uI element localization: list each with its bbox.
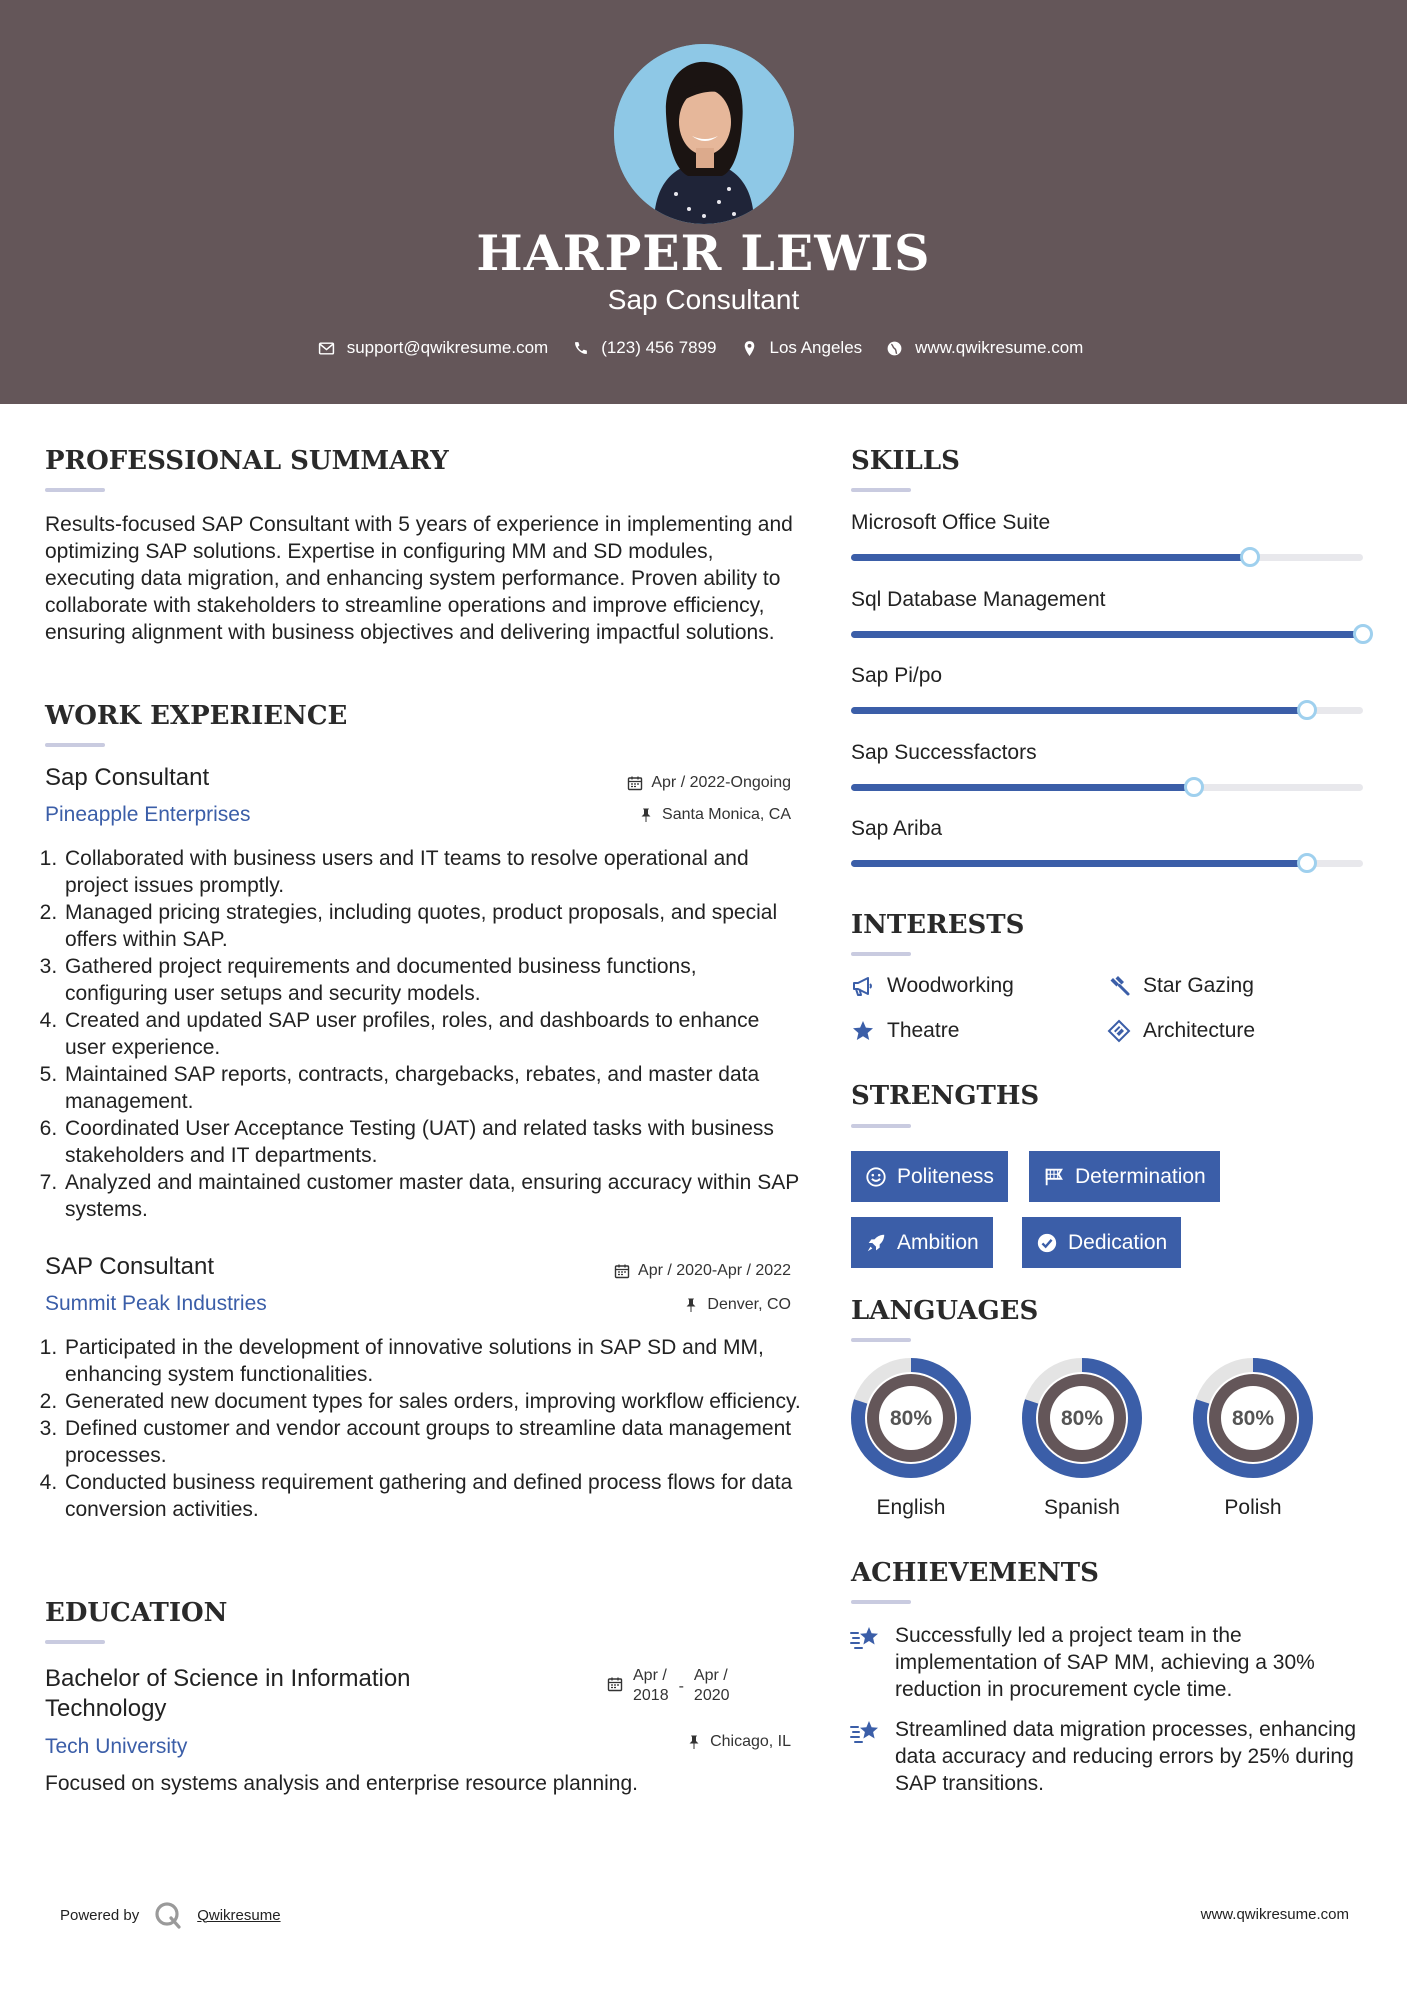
- smile-icon: [865, 1166, 887, 1188]
- education-dates: [607, 1666, 730, 1706]
- footer-website[interactable]: www.qwikresume.com: [1200, 1906, 1349, 1923]
- contact-website[interactable]: [886, 338, 1083, 358]
- skill-bar-fill: [851, 707, 1307, 714]
- ticket-icon: [1107, 1019, 1131, 1043]
- skill-name: Sap Successfactors: [851, 740, 1037, 764]
- skill-bar-track: [851, 860, 1363, 867]
- email-text: support@qwikresume.com: [346, 338, 549, 357]
- language-ring: [1021, 1357, 1143, 1479]
- job-location: [638, 806, 791, 824]
- skill-name: Sap Pi/po: [851, 664, 943, 687]
- star-icon: [851, 1019, 875, 1043]
- summary-heading: PROFESSIONAL SUMMARY: [45, 446, 449, 476]
- candidate-title: Sap Consultant: [607, 284, 800, 315]
- language-ring: [1192, 1357, 1314, 1479]
- header-banner: [0, 0, 1407, 404]
- pushpin-icon: [683, 1297, 699, 1313]
- duty-item: 4. Conducted business requirement gathering and defined process flows for data conversion activities.: [63, 1469, 805, 1523]
- experience-underline: [45, 743, 105, 747]
- globe-icon: [886, 340, 903, 357]
- achievements-underline: [851, 1600, 911, 1604]
- duty-item: 2. Managed pricing strategies, including quotes, product proposals, and special offers within SAP.: [63, 899, 805, 953]
- end-date-part: Apr /: [693, 1667, 728, 1684]
- job-dates-text: Apr / 2022-Ongoing: [651, 774, 791, 791]
- location-text: Los Angeles: [769, 338, 863, 357]
- phone-icon: [572, 340, 589, 357]
- language-name: English: [876, 1496, 946, 1519]
- start-date: [633, 1666, 669, 1706]
- flag-icon: [1043, 1166, 1065, 1188]
- strengths-heading: STRENGTHS: [851, 1081, 1040, 1111]
- shooting-star-icon: [849, 1624, 883, 1654]
- check-circle-icon: [1036, 1232, 1058, 1254]
- achievement-text: Successfully led a project team in the implementation of SAP MM, achieving a 30% reduction in procurement cycle time.: [895, 1624, 1315, 1701]
- duty-item: 2. Generated new document types for sales orders, improving workflow efficiency.: [63, 1388, 805, 1415]
- language-name: Polish: [1224, 1496, 1282, 1519]
- achievement-item: [849, 1622, 1359, 1703]
- skill-level-knob: [1353, 624, 1373, 644]
- duty-item: 4. Created and updated SAP user profiles, roles, and dashboards to enhance user experience.: [63, 1007, 805, 1061]
- qwikresume-logo-icon: [153, 1900, 183, 1930]
- interests-underline: [851, 952, 911, 956]
- job-dates-text: Apr / 2020-Apr / 2022: [638, 1262, 791, 1279]
- start-date-part: Apr /: [633, 1667, 667, 1684]
- experience-heading: WORK EXPERIENCE: [45, 701, 348, 731]
- megaphone-icon: [851, 974, 875, 998]
- contact-row: [0, 338, 1407, 358]
- education-underline: [45, 1640, 105, 1644]
- job-company: Pineapple Enterprises: [45, 803, 251, 826]
- job-location-text: Denver, CO: [707, 1296, 791, 1313]
- skills-underline: [851, 488, 911, 492]
- job-title: SAP Consultant: [45, 1253, 214, 1280]
- skill-level-knob: [1297, 700, 1317, 720]
- skill-bar-track: [851, 784, 1363, 791]
- languages-underline: [851, 1338, 911, 1342]
- duty-item: 3. Defined customer and vendor account groups to streamline data management processes.: [63, 1415, 805, 1469]
- profile-photo: [614, 44, 794, 224]
- strength-badge: [1029, 1151, 1220, 1202]
- education-note: Focused on systems analysis and enterprise resource planning.: [45, 1772, 638, 1795]
- end-date-part: 2020: [693, 1687, 730, 1704]
- strength-label: Determination: [1075, 1164, 1206, 1188]
- pushpin-icon: [686, 1734, 702, 1750]
- duty-item: 6. Coordinated User Acceptance Testing (UAT) and related tasks with business stakeholders and IT departments.: [63, 1115, 805, 1169]
- duty-item: 7. Analyzed and maintained customer master data, ensuring accuracy within SAP systems.: [63, 1169, 805, 1223]
- languages-heading: LANGUAGES: [851, 1296, 1039, 1326]
- school-name: Tech University: [45, 1735, 188, 1758]
- achievements-heading: ACHIEVEMENTS: [851, 1558, 1099, 1588]
- language-percent: 80%: [889, 1407, 933, 1430]
- job-dates: [627, 774, 791, 792]
- end-date: [694, 1666, 730, 1706]
- strength-badge: [851, 1217, 993, 1268]
- education-location-text: Chicago, IL: [710, 1733, 791, 1750]
- skill-level-knob: [1240, 547, 1260, 567]
- duty-item: 1. Participated in the development of innovative solutions in SAP SD and MM, enhancing system functionalities.: [63, 1334, 805, 1388]
- interest-label: Star Gazing: [1143, 974, 1254, 997]
- skill-name: Sql Database Management: [851, 587, 1106, 611]
- interest-label: Theatre: [887, 1019, 960, 1042]
- duty-item: 1. Collaborated with business users and IT teams to resolve operational and project issues promptly.: [63, 845, 805, 899]
- degree-line: Technology: [45, 1695, 167, 1722]
- map-pin-icon: [741, 340, 758, 357]
- job-company: Summit Peak Industries: [45, 1292, 267, 1315]
- strength-label: Politeness: [897, 1164, 994, 1188]
- candidate-name: HARPER LEWIS: [476, 224, 931, 282]
- strength-badge: [851, 1151, 1008, 1202]
- language-item: [1021, 1357, 1143, 1520]
- pushpin-icon: [638, 807, 654, 823]
- education-location: [686, 1733, 791, 1751]
- skill-bar-fill: [851, 554, 1250, 561]
- skill-bar-track: [851, 631, 1363, 638]
- phone-text: (123) 456 7899: [601, 338, 717, 357]
- job-dates: [614, 1262, 791, 1280]
- skills-heading: SKILLS: [851, 446, 960, 476]
- strength-badge: [1022, 1217, 1181, 1268]
- degree-line: Bachelor of Science in Information: [45, 1665, 411, 1692]
- calendar-icon: [614, 1263, 630, 1279]
- job-location-text: Santa Monica, CA: [662, 806, 791, 823]
- skill-bar-track: [851, 554, 1363, 561]
- job-title: Sap Consultant: [45, 764, 210, 791]
- duty-item: 5. Maintained SAP reports, contracts, chargebacks, rebates, and master data management.: [63, 1061, 805, 1115]
- language-name: Spanish: [1044, 1496, 1120, 1519]
- skill-bar-fill: [851, 784, 1194, 791]
- achievement-text: Streamlined data migration processes, enhancing data accuracy and reducing errors by 25% during SAP transitions.: [895, 1718, 1357, 1795]
- interest-item: [1107, 1019, 1255, 1043]
- interests-heading: INTERESTS: [851, 910, 1025, 940]
- interest-label: Woodworking: [887, 974, 1014, 997]
- skill-level-knob: [1297, 853, 1317, 873]
- website-text: www.qwikresume.com: [915, 338, 1084, 357]
- job-duties: [45, 845, 805, 1223]
- skill-bar-track: [851, 707, 1363, 714]
- gavel-icon: [1107, 974, 1131, 998]
- contact-location: [741, 338, 863, 358]
- skill-bar-fill: [851, 860, 1307, 867]
- achievement-item: [849, 1716, 1359, 1797]
- contact-phone[interactable]: [572, 338, 716, 358]
- shooting-star-icon: [849, 1718, 883, 1748]
- interest-label: Architecture: [1143, 1019, 1256, 1042]
- contact-email[interactable]: [318, 338, 549, 358]
- brand-link[interactable]: Qwikresume: [197, 1906, 281, 1924]
- interest-item: [1107, 974, 1254, 998]
- strength-label: Ambition: [897, 1230, 979, 1254]
- education-heading: EDUCATION: [45, 1598, 228, 1628]
- language-percent: 80%: [1060, 1407, 1104, 1430]
- degree-title: [45, 1664, 411, 1724]
- start-date-part: 2018: [633, 1687, 669, 1704]
- envelope-icon: [318, 340, 335, 357]
- language-item: [1192, 1357, 1314, 1520]
- language-item: [850, 1357, 972, 1520]
- summary-underline: [45, 488, 105, 492]
- date-separator: -: [678, 1678, 684, 1695]
- calendar-icon: [607, 1676, 623, 1692]
- strength-label: Dedication: [1068, 1230, 1168, 1254]
- language-ring: [850, 1357, 972, 1479]
- powered-by-text: Powered by: [60, 1906, 140, 1924]
- skill-name: Sap Ariba: [851, 817, 943, 840]
- language-percent: 80%: [1231, 1407, 1275, 1430]
- skill-name: Microsoft Office Suite: [851, 511, 1051, 534]
- footer-powered-by: [60, 1900, 281, 1930]
- calendar-icon: [627, 775, 643, 791]
- skill-level-knob: [1184, 777, 1204, 797]
- strengths-underline: [851, 1124, 911, 1128]
- skill-bar-fill: [851, 631, 1363, 638]
- job-duties: [45, 1334, 805, 1523]
- interest-item: [851, 974, 1014, 998]
- job-location: [683, 1296, 791, 1314]
- interest-item: [851, 1019, 959, 1043]
- duty-item: 3. Gathered project requirements and documented business functions, configuring user setups and security models.: [63, 953, 805, 1007]
- rocket-icon: [865, 1232, 887, 1254]
- summary-text: Results-focused SAP Consultant with 5 years of experience in implementing and optimizing SAP solutions. Expertise in configuring MM and SD modules, executing data migration, and enhancing system performance. Proven ability to collaborate with stakeholders to streamline operations and improve efficiency, ensuring alignment with business objectives and delivering impactful solutions.: [45, 513, 793, 644]
- avatar: [614, 44, 794, 224]
